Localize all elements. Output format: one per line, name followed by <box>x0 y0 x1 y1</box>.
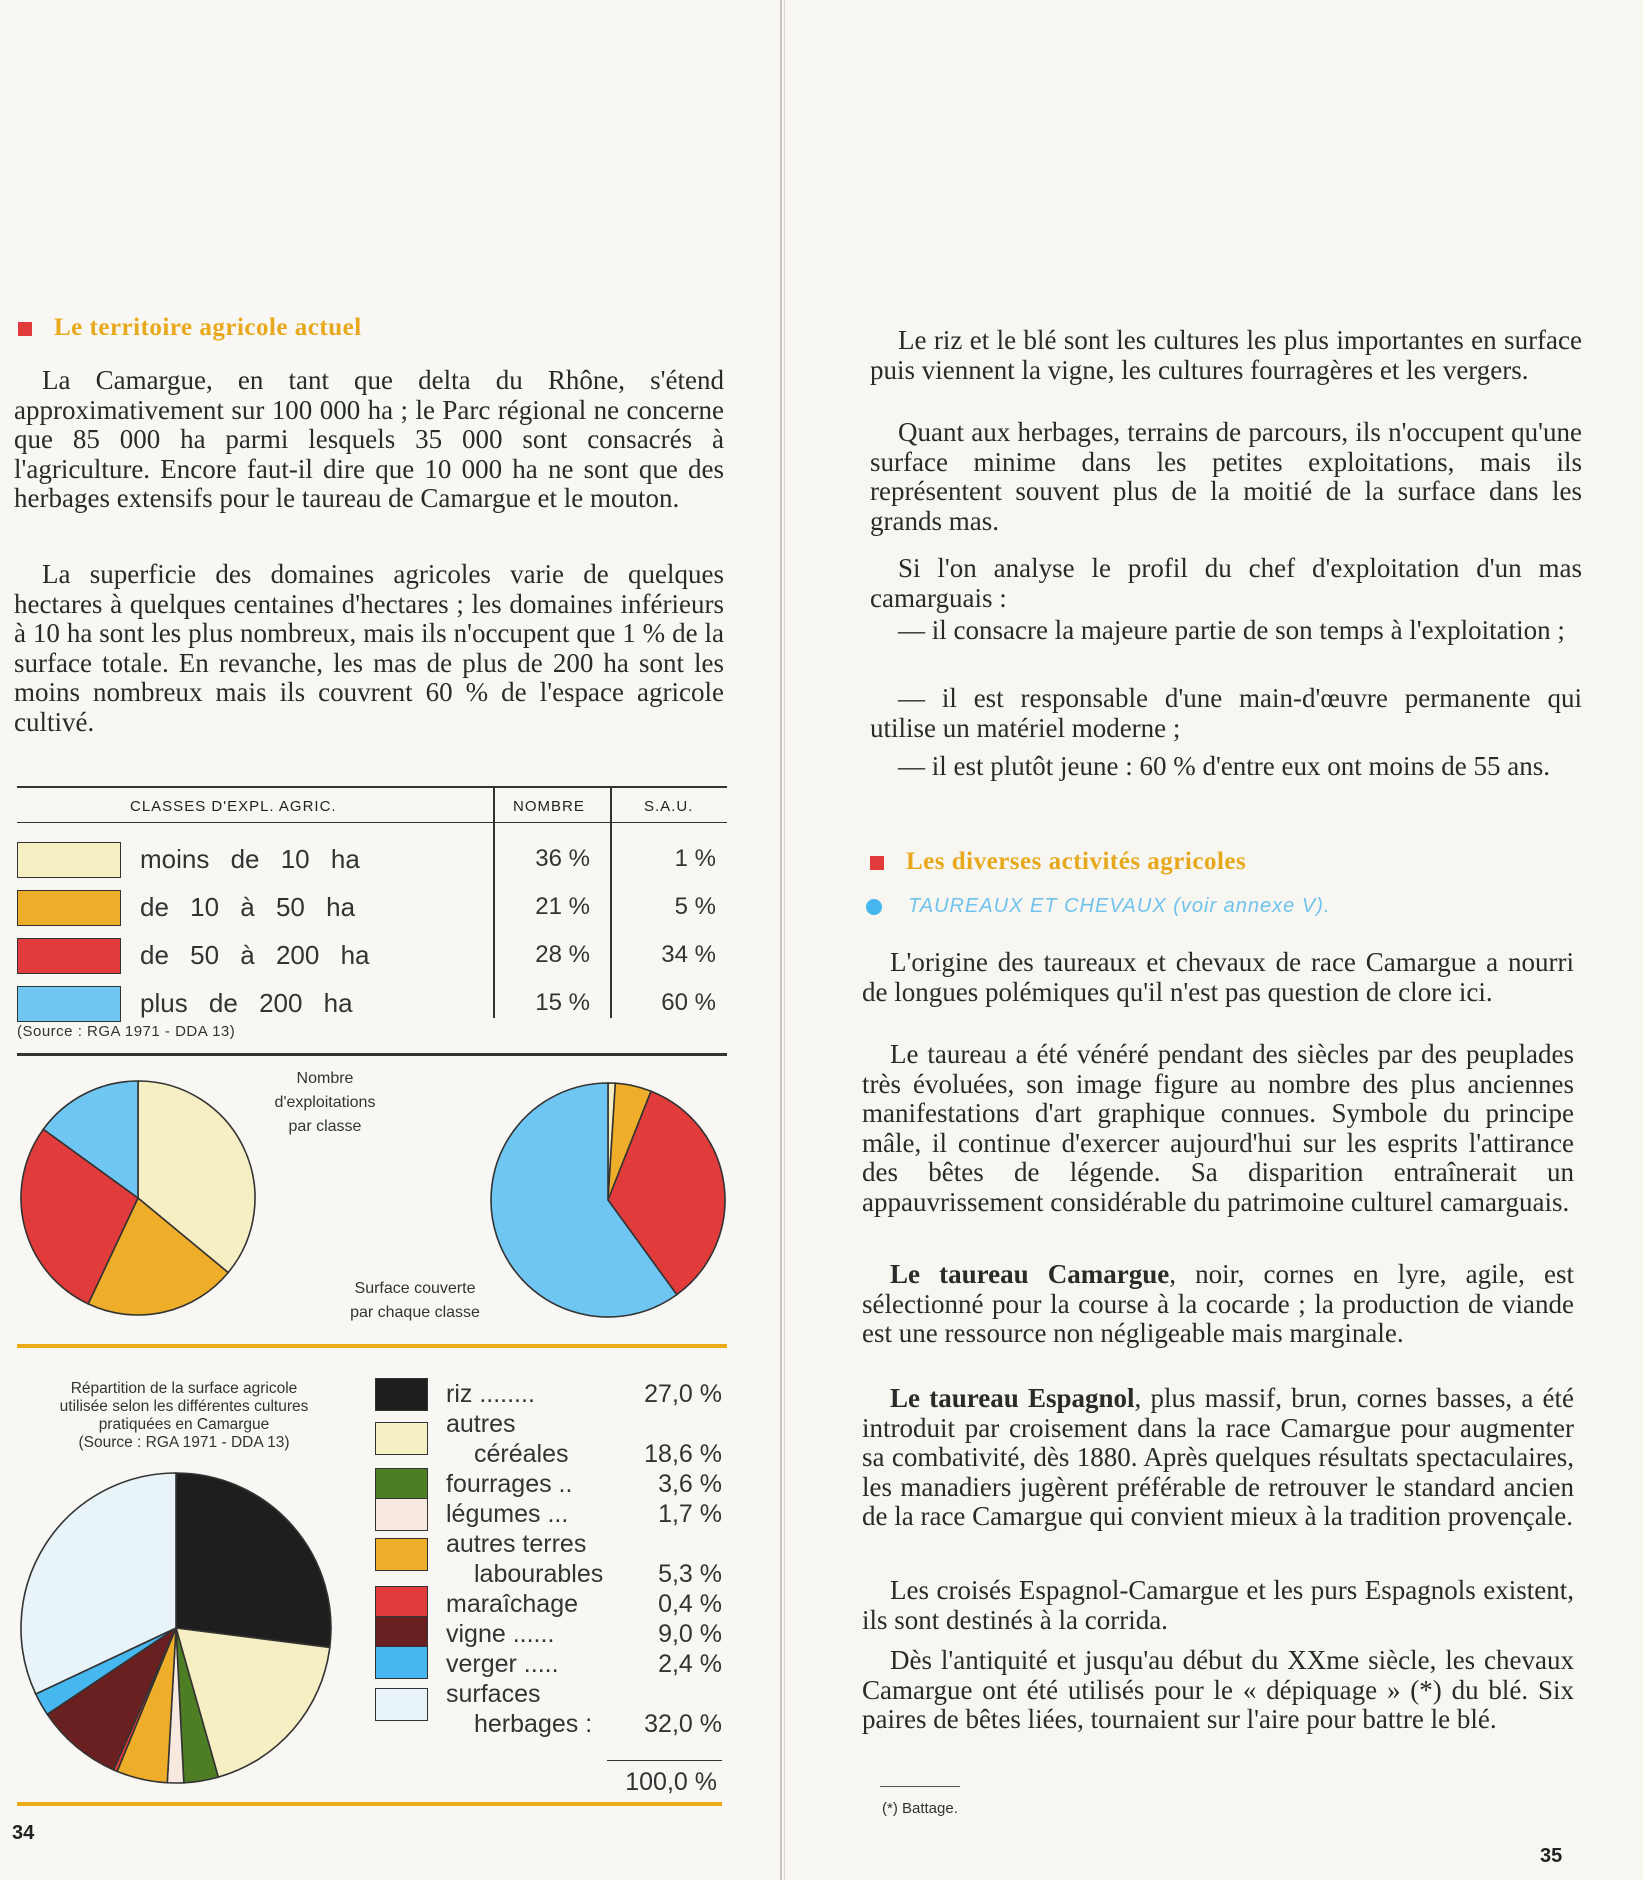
paragraph: L'origine des taureaux et chevaux de race Camargue a nourri de longues polémiques qu'il n'est pas question de clore ici. <box>862 947 1574 1007</box>
legend-swatch <box>375 1378 428 1411</box>
table-cell-nombre: 28 % <box>535 941 590 968</box>
legend-swatch <box>375 1422 428 1455</box>
yellow-rule-bottom <box>17 1802 722 1806</box>
table-cell-sau: 34 % <box>661 941 716 968</box>
table-swatch <box>17 842 121 878</box>
legend-value: 2,4 % <box>658 1650 722 1678</box>
legend-swatch <box>375 1616 428 1649</box>
table-header-sau: S.A.U. <box>644 798 694 815</box>
table-swatch <box>17 938 121 974</box>
section-title-territoire: Le territoire agricole actuel <box>18 314 362 342</box>
table-header-rule <box>17 822 727 823</box>
table-cell-nombre: 15 % <box>535 989 590 1016</box>
table-cell-sau: 5 % <box>674 893 716 920</box>
table-source: (Source : RGA 1971 - DDA 13) <box>17 1023 236 1040</box>
paragraph: Le taureau a été vénéré pendant des siècles par des peuplades très évoluées, son image figure au nombre des plus anciennes manifestations d'art graphique connues. Symbole du principe mâle, il continue d'exercer aujourd'hui sur les esprits l'attirance des bêtes de légende. Sa disparition entraînerait un appauvrissement considérable du patrimoine culturel camarguais. <box>862 1039 1574 1217</box>
total-rule <box>607 1760 722 1761</box>
cultures-total: 100,0 % <box>625 1768 717 1796</box>
table-header-nombre: NOMBRE <box>513 798 585 815</box>
paragraph: Quant aux herbages, terrains de parcours, ils n'occupent qu'une surface minime dans les petites exploitations, mais ils représentent souvent plus de la moitié de la surface dans les grands mas. <box>870 417 1582 536</box>
table-cell-class: moins de 10 ha <box>140 844 360 874</box>
paragraph: — il consacre la majeure partie de son temps à l'exploitation ; <box>898 615 1565 645</box>
legend-label: surfaces <box>446 1680 541 1708</box>
paragraph: Si l'on analyse le profil du chef d'exploitation d'un mas camarguais : <box>870 553 1582 613</box>
pie-caption-surface: Surface couverte par chaque classe <box>350 1280 480 1321</box>
page-number-left: 34 <box>12 1822 35 1844</box>
bullet-dot-icon <box>866 899 882 915</box>
legend-swatch <box>375 1468 428 1501</box>
legend-value: 5,3 % <box>658 1560 722 1588</box>
legend-label: fourrages .. <box>446 1470 573 1498</box>
pie-chart-nombre <box>18 1078 258 1318</box>
table-cell-class: plus de 200 ha <box>140 988 353 1018</box>
table-cell-class: de 10 à 50 ha <box>140 892 356 922</box>
legend-value: 1,7 % <box>658 1500 722 1528</box>
paragraph: La Camargue, en tant que delta du Rhône, s'étend approximativement sur 100 000 ha ; le Parc régional ne concerne que 85 000 ha parmi lesquels 35 000 sont consacrés à l'agriculture. Encore faut-il dire que 10 000 ha ne sont que des herbages extensifs pour le taureau de Camargue et le mouton. <box>14 365 724 513</box>
legend-swatch <box>375 1646 428 1679</box>
footnote: (*) Battage. <box>882 1800 958 1817</box>
legend-label-cont: labourables <box>474 1560 604 1588</box>
table-cell-nombre: 36 % <box>535 845 590 872</box>
legend-label: verger ..... <box>446 1650 559 1678</box>
table-swatch <box>17 890 121 926</box>
legend-label: légumes ... <box>446 1500 569 1528</box>
legend-label: maraîchage <box>446 1590 579 1618</box>
bullet-square-icon <box>18 322 32 336</box>
legend-swatch <box>375 1688 428 1721</box>
cultures-caption: Répartition de la surface agricole utilisée selon les différentes cultures pratiquées en Camargue (Source : RGA 1971 - DDA 13) <box>59 1380 309 1451</box>
legend-label-cont: herbages : <box>474 1710 593 1738</box>
yellow-rule <box>17 1344 727 1348</box>
paragraph: — il est plutôt jeune : 60 % d'entre eux ont moins de 55 ans. <box>898 751 1551 781</box>
paragraph: Le taureau Espagnol, plus massif, brun, cornes basses, a été introduit par croisement dans la race Camargue pour augmenter sa combativité, dès 1880. Après quelques résultats spectaculaires, les manadiers jugèrent préférable de retrouver le standard ancien de la race Camargue qui convient mieux à la tradition provençale. <box>862 1383 1575 1531</box>
page-number-right: 35 <box>1540 1845 1563 1867</box>
pie-caption-nombre: Nombre d'exploitations par classe <box>274 1070 376 1135</box>
table-header-classes: CLASSES D'EXPL. AGRIC. <box>130 798 337 815</box>
table-cell-sau: 60 % <box>661 989 716 1016</box>
table-cell-sau: 1 % <box>674 845 716 872</box>
bullet-square-icon <box>870 856 884 870</box>
subheading-taureaux: TAUREAUX ET CHEVAUX (voir annexe V). <box>866 895 1330 918</box>
legend-value: 18,6 % <box>644 1440 722 1468</box>
legend-value: 27,0 % <box>644 1380 722 1408</box>
legend-label: autres <box>446 1410 516 1438</box>
footnote-rule <box>880 1786 960 1787</box>
legend-label: riz ........ <box>446 1380 535 1408</box>
pie-chart-cultures <box>18 1470 334 1786</box>
legend-value: 3,6 % <box>658 1470 722 1498</box>
section-title-activites: Les diverses activités agricoles <box>870 848 1246 876</box>
paragraph: — il est responsable d'une main-d'œuvre permanente qui utilise un matériel moderne ; <box>870 683 1582 743</box>
table-cell-nombre: 21 % <box>535 893 590 920</box>
legend-value: 32,0 % <box>644 1710 722 1738</box>
pie-chart-surface <box>488 1080 728 1320</box>
table-cell-class: de 50 à 200 ha <box>140 940 370 970</box>
legend-value: 0,4 % <box>658 1590 722 1618</box>
legend-value: 9,0 % <box>658 1620 722 1648</box>
table-swatch <box>17 986 121 1022</box>
table-top-rule <box>17 786 727 788</box>
paragraph: Dès l'antiquité et jusqu'au début du XXme siècle, les chevaux Camargue ont été utilisés pour le « dépiquage » (*) du blé. Six paires de bêtes liées, tournaient sur l'aire pour battre le blé. <box>862 1645 1574 1734</box>
legend-label-cont: céréales <box>474 1440 569 1468</box>
paragraph: Le riz et le blé sont les cultures les plus importantes en surface puis viennent la vigne, les cultures fourragères et les vergers. <box>870 325 1582 385</box>
paragraph: Les croisés Espagnol-Camargue et les purs Espagnols existent, ils sont destinés à la corrida. <box>862 1575 1574 1635</box>
book-gutter <box>780 0 782 1880</box>
book-gutter-shadow <box>784 0 785 1880</box>
legend-swatch <box>375 1538 428 1571</box>
legend-swatch <box>375 1586 428 1619</box>
table-bottom-rule <box>17 1053 727 1056</box>
pie-slice-riz <box>176 1473 331 1647</box>
legend-label: vigne ...... <box>446 1620 555 1648</box>
legend-label: autres terres <box>446 1530 587 1558</box>
paragraph: La superficie des domaines agricoles varie de quelques hectares à quelques centaines d'hectares ; les domaines inférieurs à 10 ha sont les plus nombreux, mais ils n'occupent que 1 % de la surface totale. En revanche, les mas de plus de 200 ha sont les moins nombreux mais ils couvrent 60 % de l'espace agricole cultivé. <box>14 559 724 737</box>
legend-swatch <box>375 1498 428 1531</box>
paragraph: Le taureau Camargue, noir, cornes en lyre, agile, est sélectionné pour la course à la cocarde ; la production de viande est une ressource non négligeable mais marginale. <box>862 1259 1574 1348</box>
